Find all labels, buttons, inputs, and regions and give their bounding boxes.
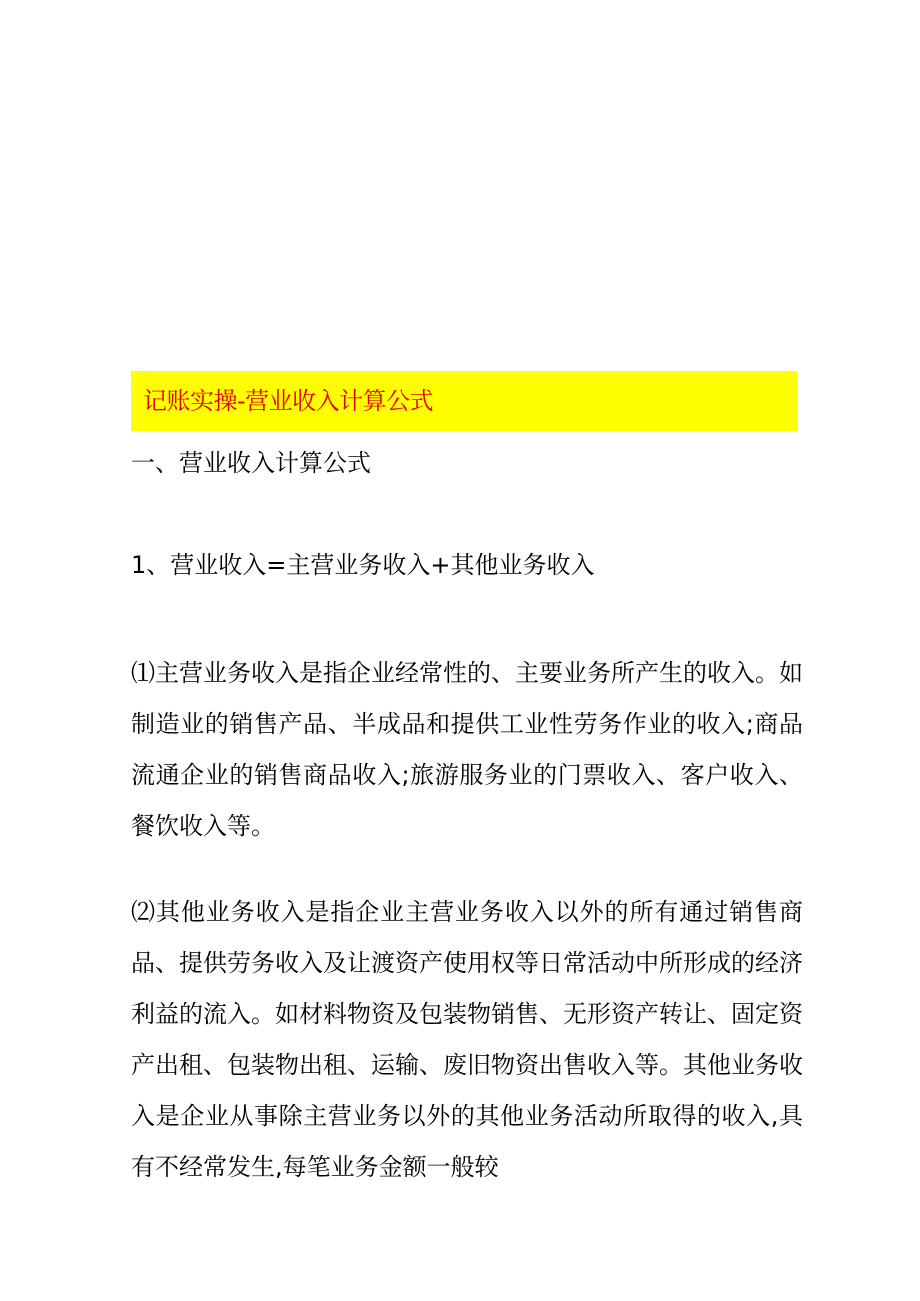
paragraph-main-business-revenue: ⑴主营业务收入是指企业经常性的、主要业务所产生的收入。如制造业的销售产品、半成品和提供工业性劳务作业的收入;商品流通企业的销售商品收入;旅游服务业的门票收入、客户收入、餐饮收入等。 — [131, 659, 803, 840]
document-title: 记账实操-营业收入计算公式 — [143, 387, 434, 415]
section-heading: 一、营业收入计算公式 — [131, 449, 371, 477]
revenue-formula: 1、营业收入=主营业务收入+其他业务收入 — [131, 551, 595, 579]
paragraph-other-business-revenue: ⑵其他业务收入是指企业主营业务收入以外的所有通过销售商品、提供劳务收入及让渡资产使用权等日常活动中所形成的经济利益的流入。如材料物资及包装物销售、无形资产转让、固定资产出租、包装物出租、运输、废旧物资出售收入等。其他业务收入是企业从事除主营业务以外的其他业务活动所取得的收入,具有不经常发生,每笔业务金额一般较 — [131, 898, 803, 1181]
title-banner — [131, 371, 797, 431]
